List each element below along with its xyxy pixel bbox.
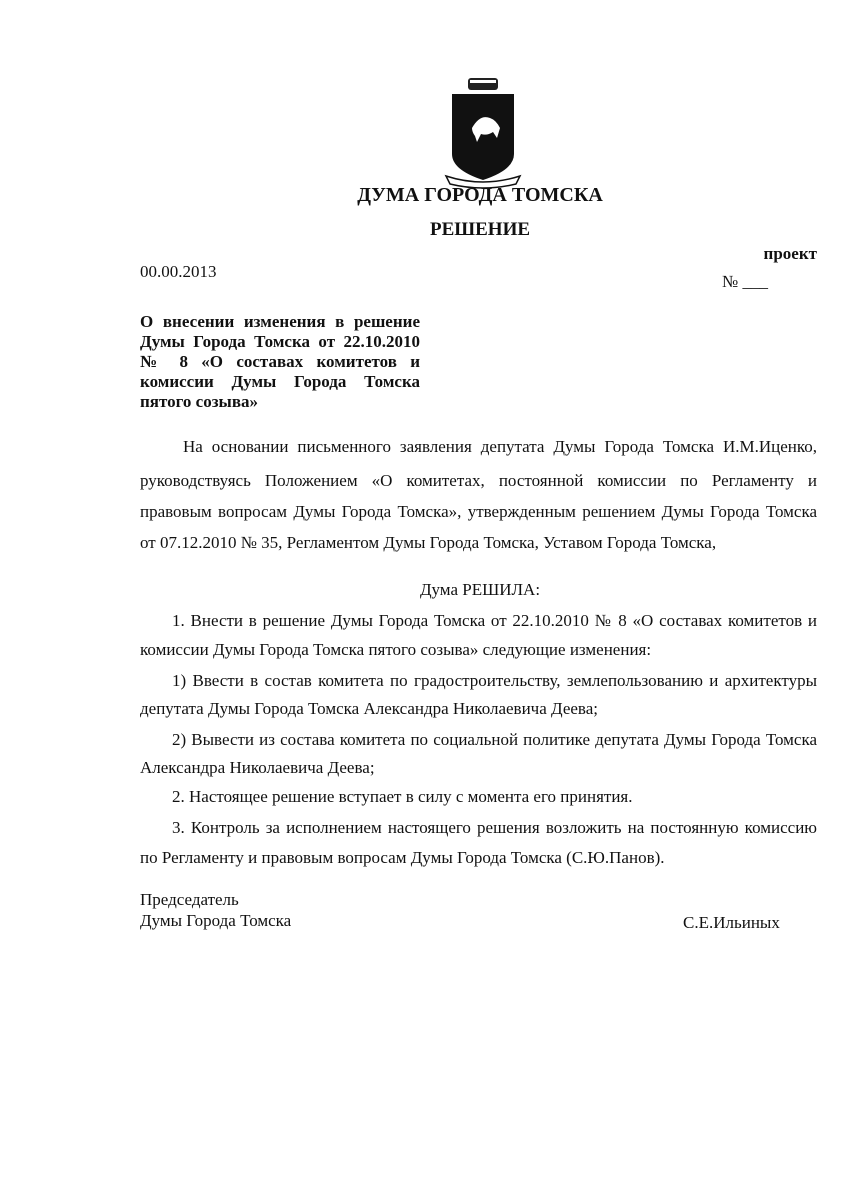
item-line: 2. Настоящее решение вступает в силу с момента его принятия.: [172, 787, 633, 806]
title-line: О внесении изменения в решение: [140, 312, 420, 331]
preamble-line: правовым вопросам Думы Города Томска», утвержденным решением Думы Города Томска: [140, 502, 817, 521]
document-date: 00.00.2013: [140, 262, 217, 281]
resolved-heading: Дума РЕШИЛА:: [419, 580, 541, 599]
title-line: пятого созыва»: [140, 392, 258, 411]
preamble-line: от 07.12.2010 № 35, Регламентом Думы Города Томска, Уставом Города Томска,: [140, 533, 717, 552]
document-number: № ___: [722, 272, 768, 291]
title-line: Думы Города Томска от 22.10.2010: [140, 332, 420, 351]
item-line: Александра Николаевича Деева;: [140, 758, 375, 777]
signatory-position: Думы Города Томска: [140, 911, 292, 930]
item-line: комиссии Думы Города Томска пятого созыва» следующие изменения:: [140, 640, 652, 659]
document-type: РЕШЕНИЕ: [429, 219, 531, 240]
signatory-position: Председатель: [140, 890, 239, 909]
preamble-line: На основании письменного заявления депутата Думы Города Томска И.М.Иценко,: [183, 437, 817, 456]
item-line: по Регламенту и правовым вопросам Думы Города Томска (С.Ю.Панов).: [140, 848, 665, 867]
draft-mark: проект: [763, 244, 817, 263]
title-line: № 8 «О составах комитетов и: [140, 352, 420, 371]
organization-name: ДУМА ГОРОДА ТОМСКА: [357, 184, 603, 206]
preamble-line: руководствуясь Положением «О комитетах, постоянной комиссии по Регламенту и: [140, 471, 817, 490]
item-line: 3. Контроль за исполнением настоящего решения возложить на постоянную комиссию: [172, 818, 817, 837]
item-line: 1) Ввести в состав комитета по градостроительству, землепользованию и архитектуры: [172, 671, 817, 690]
title-line: комиссии Думы Города Томска: [140, 372, 420, 391]
item-line: 2) Вывести из состава комитета по социальной политике депутата Думы Города Томска: [172, 730, 817, 749]
coat-of-arms-icon: [440, 76, 526, 190]
item-line: депутата Думы Города Томска Александра Николаевича Деева;: [140, 699, 598, 718]
item-line: 1. Внести в решение Думы Города Томска от 22.10.2010 № 8 «О составах комитетов и: [172, 611, 817, 630]
signatory-name: С.Е.Ильиных: [683, 913, 780, 932]
